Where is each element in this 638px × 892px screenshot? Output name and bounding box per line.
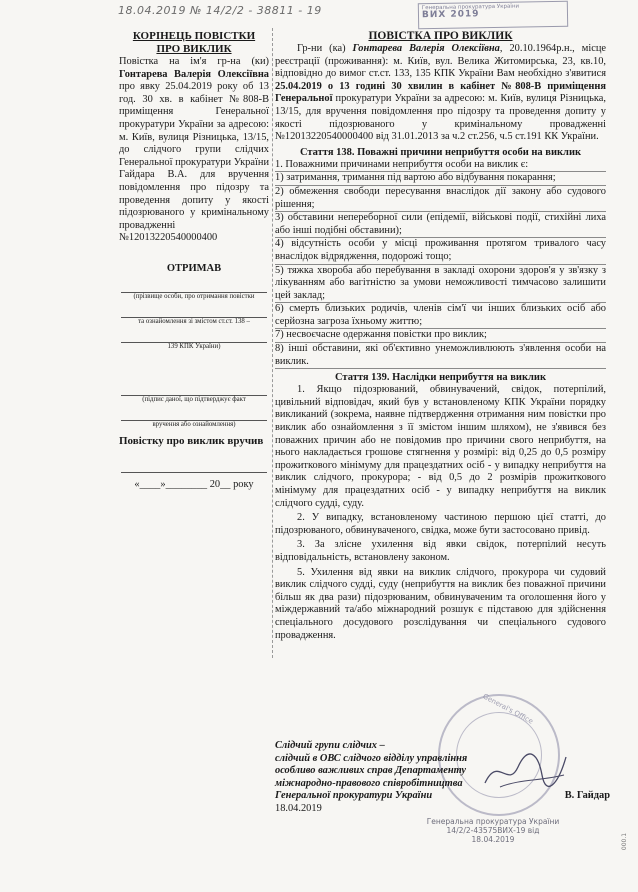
signature-line (121, 301, 267, 318)
signature-line (121, 448, 267, 473)
signatory-title-4: міжнародно-правового співробітництва (275, 777, 463, 789)
handwritten-reference: 18.04.2019 № 14/2/2 - 38811 - 19 (118, 4, 322, 17)
received-note-5: вручення або ознайомлення) (152, 420, 236, 428)
article-138-item: 7) несвоєчасне одержання повістки про виклик; (275, 329, 606, 343)
signature-line (121, 351, 267, 396)
article-138-item: 6) смерть близьких родичів, членів сім'ї чи інших близьких осіб або серйозна загроза їхньому життю; (275, 303, 606, 329)
signature-date: 18.04.2019 (275, 802, 322, 814)
article-138-item: 2) обмеження свободи пересування внаслідок дії закону або судового рішення; (275, 186, 606, 212)
article-138-item: 8) інші обставини, які об'єктивно унеможливлюють з'явлення особи на виклик. (275, 343, 606, 369)
received-note-4: (підпис даної, що підтверджує факт (142, 395, 246, 403)
article-139-part-2: 2. У випадку, встановленому частиною першою цієї статті, до підозрюваного, обвинуваченого, свідка, може бути застосовано привід. (275, 512, 606, 536)
article-139-part-1: 1. Якщо підозрюваний, обвинувачений, свідок, потерпілий, цивільний відповідач, який був у встановленому КПК України порядку викликаний (зокрема, наявне підтвердження отримання ним повістки про виклик або ознайомлення з її змістом іншим шляхом), не з'явився без поважних причин або не повідомив про причини свого неприбуття, на нього накладається грошове стягнення у розмірі: від 0,25 до 0,5 розміру прожиткового мінімуму для працездатних осіб - у випадку неприбуття на виклик слідчого, прокурора; - від 0,5 до 2 розмірів прожиткового мінімуму для працездатних осіб - у випадку неприбуття на виклик слідчого судді, суду. (275, 384, 606, 509)
article-138-list (275, 172, 606, 369)
article-138-title: Стаття 138. Поважні причини неприбуття особи на виклик (299, 146, 582, 158)
incoming-stamp-line: Генеральна прокуратура України (421, 3, 520, 12)
registration-stamp (418, 817, 568, 844)
seal-text: General's Office (481, 692, 535, 726)
signatory-title-2: слідчий в ОВС слідчого відділу управління (275, 752, 468, 764)
article-138-item: 5) тяжка хвороба або перебування в закладі охорони здоров'я у зв'язку з лікуванням або вагітністю за умови неможливості тимчасово залишити цей заклад; (275, 265, 606, 304)
article-138-item: 3) обставини непереборної сили (епідемії, військові події, стихійні лиха або інші подібні обставини); (275, 212, 606, 238)
counterfoil-intro-text: Повістка на ім'я гр-на (ки) (119, 56, 269, 67)
signatory-title-1: Слідчий групи слідчих – (275, 740, 385, 751)
signature-line (121, 276, 267, 293)
article-138-item: 1) затримання, тримання під вартою або відбування покарання; (275, 172, 606, 186)
handed-heading: Повістку про виклик вручив (119, 434, 264, 447)
signature-block (275, 740, 610, 816)
received-heading: ОТРИМАВ (166, 262, 222, 274)
received-note-2: та ознайомлення зі змістом ст.ст. 138 – (138, 317, 250, 325)
article-139-title: Стаття 139. Наслідки неприбуття на виклик (334, 372, 547, 384)
registration-stamp-line-3: 18.04.2019 (471, 835, 515, 844)
article-139-part-3: 3. За злісне ухилення від явки свідок, потерпілий несуть відповідальність, встановлену законом. (275, 539, 606, 563)
counterfoil-intro (119, 56, 269, 245)
counterfoil-body-text: про явку 25.04.2019 року об 13 год. 30 хв. в кабінет №808-В приміщення Генеральної прокуратури України за адресою: м. Київ, вулиця Різницька, 13/15, до слідчого групи слідчих Генеральної прокуратури України Гайдара В.А. для вручення повідомлення про підозру та проведення допиту у якості підозрюваного у кримінальному провадженні №12013220540000400 (119, 81, 269, 244)
registration-stamp-line-1: Генеральна прокуратура України (426, 817, 560, 826)
incoming-stamp (418, 1, 568, 30)
counterfoil-person-name: Гонтарева Валерія Олексіївна (119, 68, 269, 80)
signatory-name: В. Гайдар (564, 790, 610, 802)
summons-text-1: , 20.10.1964р.н., місце реєстрації (проживання): м. Київ, вул. Велика Житомирська, 23, кв.10, відповідно до вимог ст.ст. 133, 135 КПК України Вам необхідно з'явитися (275, 43, 606, 80)
signatory-title-5: Генеральної прокуратури України (275, 790, 433, 802)
article-138-intro: 1. Поважними причинами неприбуття особи на виклик є: (275, 159, 606, 173)
counterfoil-title: КОРІНЕЦЬ ПОВІСТКИ (132, 30, 256, 42)
counterfoil-subtitle: ПРО ВИКЛИК (156, 43, 232, 55)
cut-line (272, 28, 273, 658)
summons-text-2: прокуратури України за адресою: м. Київ, вулиця Різницька, 13/15, для вручення повідомлення про підозру та проведення допиту у якості підозрюваного у кримінальному провадженні №12013220540000400 від 31.01.2013 за ч.2 ст.256, ч.5 ст.191 КК України. (275, 93, 606, 143)
signatory-title-3: особливо важливих справ Департаменту (275, 765, 467, 777)
article-139-part-5: 5. Ухилення від явки на виклик слідчого, прокурора чи судовий виклик слідчого судді, суду (неприбуття на виклик без поважної причини більш як два рази) підозрюваним, обвинуваченим та оголошення його у міждержавний та/або міжнародний розшук є підставою для здійснення спеціального досудового розслідування чи спеціального судового провадження. (275, 566, 606, 641)
summons-person-name: Гонтарева Валерія Олексіївна (352, 43, 500, 54)
incoming-stamp-number: ВИХ 2019 (421, 9, 480, 21)
summons-column (275, 30, 606, 642)
handed-date-line: «____»________ 20__ року (134, 478, 254, 490)
registration-stamp-line-2: 14/2/2-43575ВИХ-19 від (446, 826, 540, 835)
counterfoil-column (119, 30, 269, 650)
signatory-row (275, 790, 610, 803)
received-note-3: 139 КПК України) (167, 342, 221, 350)
summons-title: ПОВІСТКА ПРО ВИКЛИК (368, 30, 513, 42)
signature-line (121, 404, 267, 421)
summons-main-paragraph (275, 43, 606, 144)
margin-number: 000.1 (621, 832, 629, 851)
received-note-1: (прізвище особи, про отримання повістки (133, 292, 255, 300)
article-138-item: 4) відсутність особи у місці проживання протягом тривалого часу внаслідок відрядження, подорожі тощо; (275, 238, 606, 264)
summons-name-lead: Гр-ни (ка) (297, 43, 346, 54)
summons-appointment-time: 25.04.2019 о 13 годині 30 хвилин в кабінет №808-В приміщення Генеральної (275, 80, 606, 105)
signature-line (121, 326, 267, 343)
